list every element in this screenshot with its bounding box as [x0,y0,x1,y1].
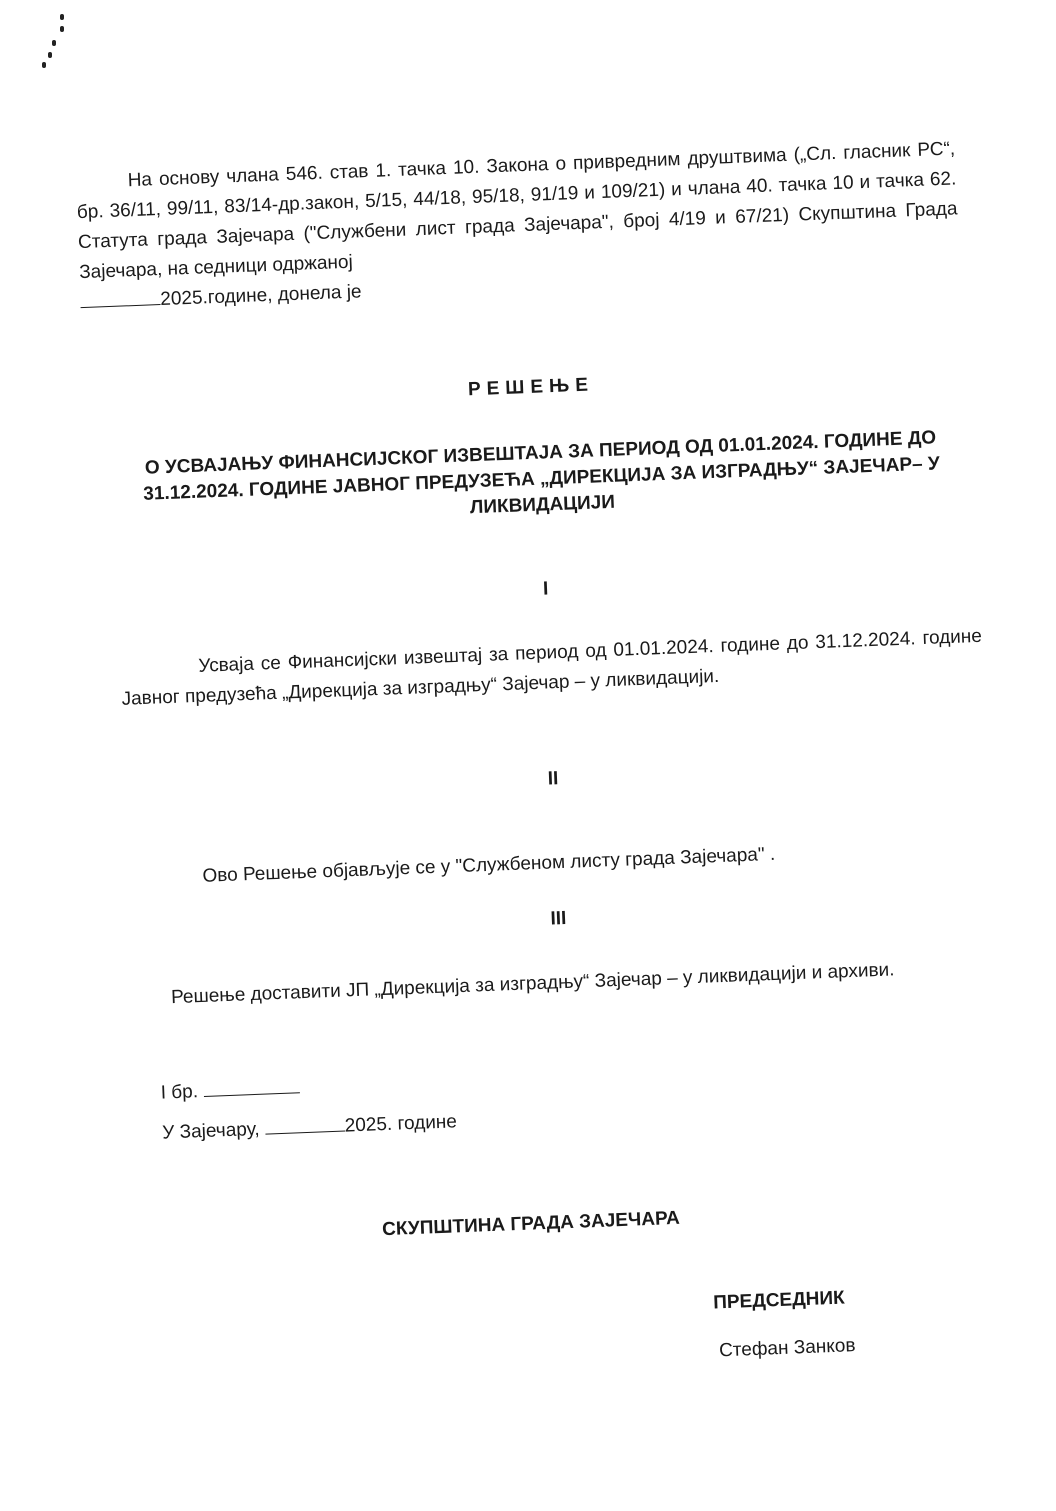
place-date [162,1110,457,1144]
section-1-body: Усваја се Финансијски извештај за период од 01.01.2024. године до 31.12.2024. године Јавног предузећа „Дирекција за изградњу“ Зајечар – у ликвидацији. [121,625,983,710]
signature-role: ПРЕДСЕДНИК [712,1287,846,1314]
intro-text: На основу члана 546. став 1. тачка 10. Закона о привредним друштвима („Сл. гласник РС“, бр. 36/11, 99/11, 83/14-др.закон, 5/15, 44/18, 95/18, 91/19 и 109/21) и члана 40. тачка 10 и тачка 62. Статута града Зајечара ("Службени лист града Зајечара", број 4/19 и 67/21) Скупштина Града Зајечара, на седници одржаној [76,138,958,284]
place-date-blank [264,1115,345,1135]
date-blank [80,288,161,308]
intro-paragraph [75,134,960,318]
section-3-text: Решење доставити ЈП „Дирекција за изградњу“ Зајечар – у ликвидацији и архиви. [170,959,895,1009]
section-2-text: Ово Решење објављује се у "Службеном листу града Зајечара" . [202,843,776,887]
signature-name: Стефан Занков [718,1335,856,1362]
reference-number-blank [203,1076,300,1097]
section-numeral-1: I [542,578,549,600]
signature-organization: СКУПШТИНА ГРАДА ЗАЈЕЧАРА [381,1207,681,1241]
place-suffix: 2025. године [344,1111,458,1137]
section-numeral-2: II [547,768,559,790]
intro-date-suffix: 2025.године, донела је [159,281,362,311]
section-1-text [120,622,984,715]
place-label: У Зајечару, [161,1118,260,1144]
document-subtitle: О УСВАЈАЊУ ФИНАНСИЈСКОГ ИЗВЕШТАЈА ЗА ПЕРИОД ОД 01.01.2024. ГОДИНЕ ДО 31.12.2024. ГОДИНЕ ЈАВНОГ ПРЕДУЗЕЋА „ДИРЕКЦИЈА ЗА ИЗГРАДЊУ“ ЗАЈЕЧАР– У ЛИКВИДАЦИЈИ [142,427,941,519]
reference-number-label: I бр. [160,1081,199,1104]
document-title: РЕШЕЊЕ [467,374,595,401]
section-numeral-3: III [550,907,567,930]
reference-number [160,1076,299,1104]
